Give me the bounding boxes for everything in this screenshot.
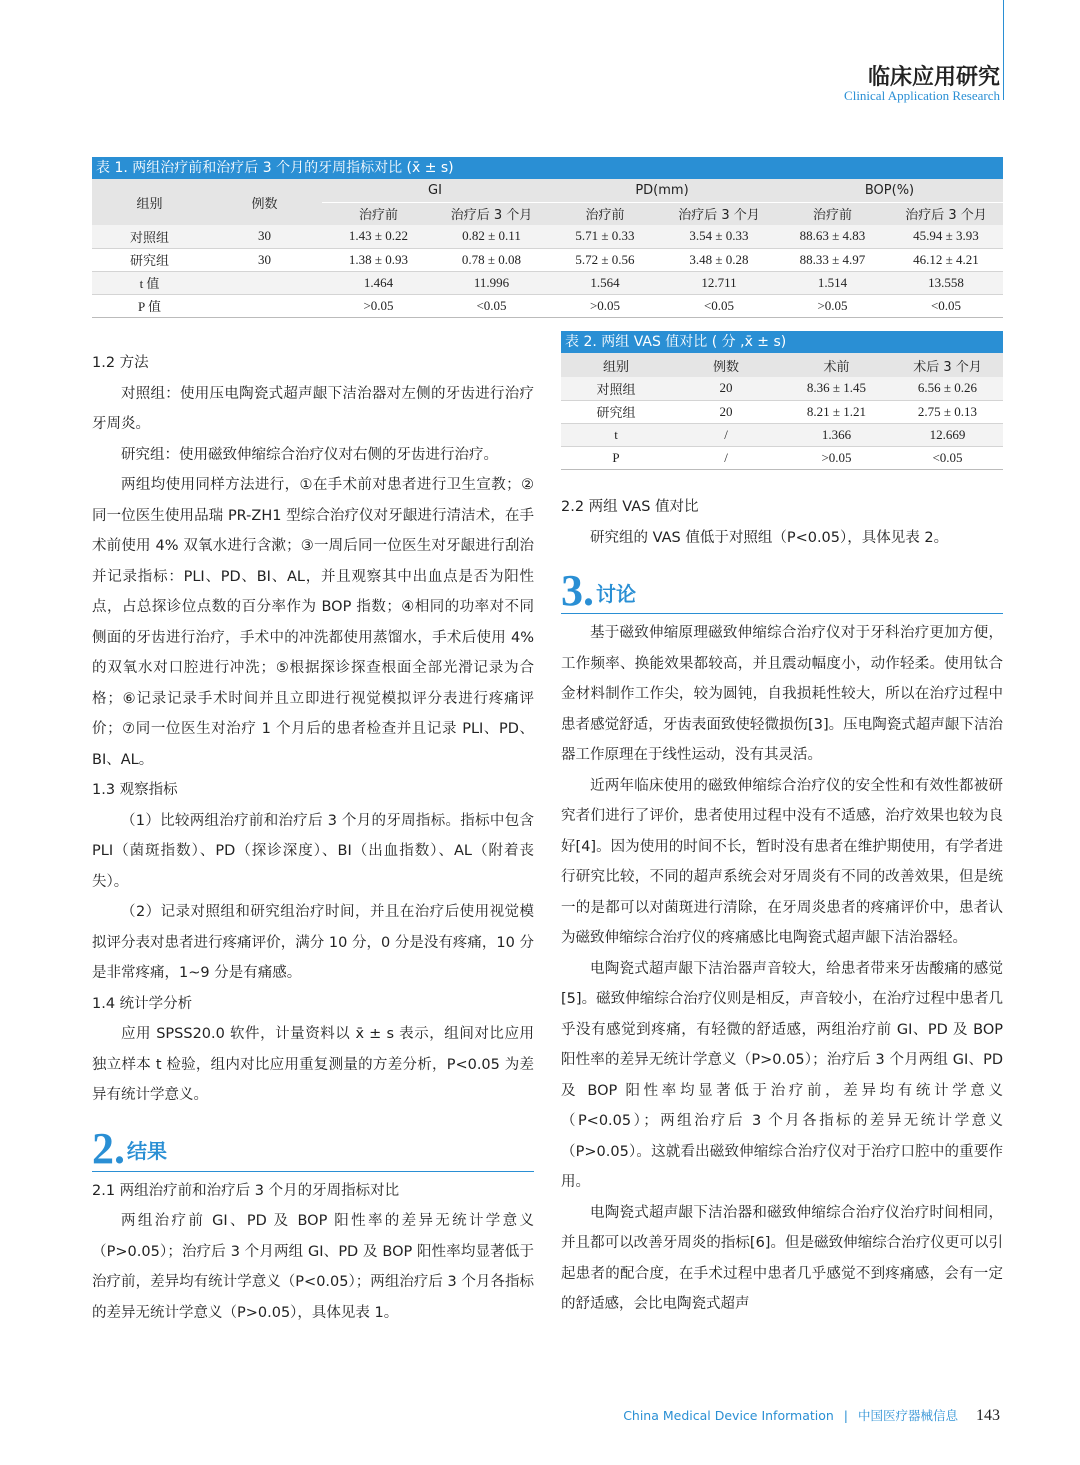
table1-caption: 表 1. 两组治疗前和治疗后 3 个月的牙周指标对比 (x̄ ± s) bbox=[92, 157, 1003, 179]
table-cell: 1.38 ± 0.93 bbox=[322, 248, 435, 271]
left-column bbox=[92, 348, 534, 1328]
table-cell: 13.558 bbox=[889, 271, 1003, 294]
footer-divider: | bbox=[843, 1408, 849, 1423]
table-cell: >0.05 bbox=[322, 294, 435, 317]
table-cell: 11.996 bbox=[435, 271, 548, 294]
table-cell: 46.12 ± 4.21 bbox=[889, 248, 1003, 271]
table-cell bbox=[207, 271, 322, 294]
table-row bbox=[561, 446, 1003, 469]
table-cell: 88.33 ± 4.97 bbox=[776, 248, 889, 271]
t1-header-after: 治疗后 3 个月 bbox=[435, 202, 548, 225]
table-cell: 5.71 ± 0.33 bbox=[548, 225, 662, 248]
table1 bbox=[92, 179, 1003, 318]
table-cell: 20 bbox=[671, 377, 781, 400]
journal-name-en: China Medical Device Information bbox=[623, 1408, 834, 1423]
table-row bbox=[561, 400, 1003, 423]
right-column bbox=[561, 492, 1003, 1320]
t1-header-before: 治疗前 bbox=[548, 202, 662, 225]
table-cell: 1.464 bbox=[322, 271, 435, 294]
paragraph: 研究组：使用磁致伸缩综合治疗仪对右侧的牙齿进行治疗。 bbox=[121, 446, 498, 463]
table-cell: 5.72 ± 0.56 bbox=[548, 248, 662, 271]
table-cell: P bbox=[561, 446, 671, 469]
table-cell: <0.05 bbox=[435, 294, 548, 317]
table-cell: 12.711 bbox=[662, 271, 776, 294]
table-cell: / bbox=[671, 423, 781, 446]
table-cell: 30 bbox=[207, 248, 322, 271]
table-cell: 1.564 bbox=[548, 271, 662, 294]
section-heading-3 bbox=[561, 559, 1003, 614]
table-cell: 45.94 ± 3.93 bbox=[889, 225, 1003, 248]
table-cell: >0.05 bbox=[776, 294, 889, 317]
t1-header-gi: GI bbox=[322, 179, 548, 202]
table-cell: 对照组 bbox=[561, 377, 671, 400]
table-cell: 研究组 bbox=[92, 248, 207, 271]
table-cell: 8.36 ± 1.45 bbox=[781, 377, 892, 400]
section-number: 2. bbox=[92, 1123, 125, 1173]
paragraph: （1）比较两组治疗前和治疗后 3 个月的牙周指标。指标中包含 PLI（菌斑指数）、PD（探诊深度）、BI（出血指数）、AL（附着丧失）。 bbox=[92, 812, 534, 890]
paragraph: 电陶瓷式超声龈下洁治器和磁致伸缩综合治疗仪治疗时间相同，并且都可以改善牙周炎的指标[6]。但是磁致伸缩综合治疗仪更可以引起患者的配合度，在手术过程中患者几乎感觉不到疼痛感，会有一定的舒适感，会比电陶瓷式超声 bbox=[561, 1204, 1003, 1312]
table-cell: 0.82 ± 0.11 bbox=[435, 225, 548, 248]
t1-header-bop: BOP(%) bbox=[776, 179, 1003, 202]
table-cell bbox=[207, 294, 322, 317]
t1-header-group: 组别 bbox=[92, 179, 207, 225]
paragraph: 近两年临床使用的磁致伸缩综合治疗仪的安全性和有效性都被研究者们进行了评价，患者使用过程中没有不适感，治疗效果也较为良好[4]。因为使用的时间不长，暂时没有患者在维护期使用，有学者进行研究比较，不同的超声系统会对牙周炎有不同的改善效果，但是统一的是都可以对菌斑进行清除，在牙周炎患者的疼痛评价中，患者认为磁致伸缩综合治疗仪的疼痛感比电陶瓷式超声龈下洁治器轻。 bbox=[561, 777, 1003, 946]
t2-header-group: 组别 bbox=[561, 353, 671, 377]
t1-header-after: 治疗后 3 个月 bbox=[889, 202, 1003, 225]
heading-2-2: 2.2 两组 VAS 值对比 bbox=[561, 499, 699, 515]
paragraph: 两组治疗前 GI、PD 及 BOP 阳性率的差异无统计学意义（P>0.05）；治疗后 3 个月两组 GI、PD 及 BOP 阳性率均显著低于治疗前，差异均有统计学意义（P<0.05）；两组治疗后 3 个月各指标的差异无统计学意义（P>0.05），具体见表 1。 bbox=[92, 1213, 534, 1321]
table-cell: <0.05 bbox=[889, 294, 1003, 317]
table-cell: 2.75 ± 0.13 bbox=[892, 400, 1003, 423]
t1-header-before: 治疗前 bbox=[322, 202, 435, 225]
table-cell: 对照组 bbox=[92, 225, 207, 248]
section-title: 结果 bbox=[127, 1139, 167, 1163]
table-cell: >0.05 bbox=[781, 446, 892, 469]
table-row bbox=[561, 423, 1003, 446]
table-cell: 1.366 bbox=[781, 423, 892, 446]
header-rule bbox=[1003, 0, 1004, 100]
table-cell: 1.514 bbox=[776, 271, 889, 294]
section-title: 讨论 bbox=[596, 581, 636, 606]
table-cell: 6.56 ± 0.26 bbox=[892, 377, 1003, 400]
table-row bbox=[561, 377, 1003, 400]
heading-2-1: 2.1 两组治疗前和治疗后 3 个月的牙周指标对比 bbox=[92, 1182, 400, 1199]
paragraph: 对照组：使用压电陶瓷式超声龈下洁治器对左侧的牙齿进行治疗牙周炎。 bbox=[92, 385, 534, 432]
page-number: 143 bbox=[976, 1407, 1000, 1424]
table-cell: P 值 bbox=[92, 294, 207, 317]
table-cell: / bbox=[671, 446, 781, 469]
t2-header-before: 术前 bbox=[781, 353, 892, 377]
table-row bbox=[92, 271, 1003, 294]
t1-header-before: 治疗前 bbox=[776, 202, 889, 225]
paragraph: 研究组的 VAS 值低于对照组（P<0.05），具体见表 2。 bbox=[590, 529, 949, 546]
heading-1-3: 1.3 观察指标 bbox=[92, 782, 178, 798]
table2-caption: 表 2. 两组 VAS 值对比 ( 分 ,x̄ ± s) bbox=[561, 331, 1003, 353]
table-cell: 1.43 ± 0.22 bbox=[322, 225, 435, 248]
table-cell: t bbox=[561, 423, 671, 446]
table-cell: 20 bbox=[671, 400, 781, 423]
table-row bbox=[92, 294, 1003, 317]
paragraph: 电陶瓷式超声龈下洁治器声音较大，给患者带来牙齿酸痛的感觉[5]。磁致伸缩综合治疗仪则是相反，声音较小，在治疗过程中患者几乎没有感觉到疼痛，有轻微的舒适感，两组治疗前 GI、PD 及 BOP 阳性率的差异无统计学意义（P>0.05）；治疗后 3 个月两组 GI、PD 及 BOP 阳性率均显著低于治疗前，差异均有统计学意义（P<0.05）；两组治疗后 3 个月各指标的差异无统计学意义（P>0.05）。这就看出磁致伸缩综合治疗仪对于治疗口腔中的重要作用。 bbox=[561, 960, 1003, 1190]
table-cell: 8.21 ± 1.21 bbox=[781, 400, 892, 423]
table-cell: <0.05 bbox=[892, 446, 1003, 469]
section-title-en: Clinical Application Research bbox=[844, 88, 1000, 103]
t2-header-after: 术后 3 个月 bbox=[892, 353, 1003, 377]
table2 bbox=[561, 353, 1003, 470]
t1-header-n: 例数 bbox=[207, 179, 322, 225]
t2-header-n: 例数 bbox=[671, 353, 781, 377]
table-cell: 0.78 ± 0.08 bbox=[435, 248, 548, 271]
section-title-cn: 临床应用研究 bbox=[867, 65, 1000, 90]
paragraph: 两组均使用同样方法进行，①在手术前对患者进行卫生宣教；②同一位医生使用品瑞 PR-ZH1 型综合治疗仪对牙龈进行清洁术，在手术前使用 4% 双氧水进行含漱；③一周后同一位医生对牙龈进行刮治并记录指标：PLI、PD、BI、AL，并且观察其中出血点是否为阳性点，占总探诊位点数的百分率作为 BOP 指数；④相同的功率对不同侧面的牙齿进行治疗，手术中的冲洗都使用蒸馏水，手术后使用 4% 的双氧水对口腔进行冲洗；⑤根据探诊探查根面全部光滑记录为合格；⑥记录记录手术时间并且立即进行视觉模拟评分表进行疼痛评价；⑦同一位医生对治疗 1 个月后的患者检查并且记录 PLI、PD、BI、AL。 bbox=[92, 477, 534, 768]
t1-header-after: 治疗后 3 个月 bbox=[662, 202, 776, 225]
paragraph: 应用 SPSS20.0 软件，计量资料以 x̄ ± s 表示，组间对比应用独立样本 t 检验，组内对比应用重复测量的方差分析，P<0.05 为差异有统计学意义。 bbox=[92, 1026, 534, 1103]
table-cell: <0.05 bbox=[662, 294, 776, 317]
table-cell: 研究组 bbox=[561, 400, 671, 423]
page-footer bbox=[623, 1406, 1000, 1425]
table-cell: 12.669 bbox=[892, 423, 1003, 446]
table-cell: 3.54 ± 0.33 bbox=[662, 225, 776, 248]
table-cell: >0.05 bbox=[548, 294, 662, 317]
table-cell: 88.63 ± 4.83 bbox=[776, 225, 889, 248]
section-number: 3. bbox=[561, 566, 594, 615]
table-row bbox=[92, 248, 1003, 271]
journal-name-cn: 中国医疗器械信息 bbox=[858, 1408, 959, 1423]
heading-1-4: 1.4 统计学分析 bbox=[92, 995, 193, 1012]
t1-header-pd: PD(mm) bbox=[548, 179, 776, 202]
section-heading-2 bbox=[92, 1117, 534, 1172]
heading-1-2: 1.2 方法 bbox=[92, 355, 149, 371]
paragraph: （2）记录对照组和研究组治疗时间，并且在治疗后使用视觉模拟评分表对患者进行疼痛评价，满分 10 分，0 分是没有疼痛，10 分是非常疼痛，1~9 分是有痛感。 bbox=[92, 904, 534, 981]
paragraph: 基于磁致伸缩原理磁致伸缩综合治疗仪对于牙科治疗更加方便，工作频率、换能效果都较高，并且震动幅度小，动作轻柔。使用钛合金材料制作工作尖，较为圆钝，自我损耗性较大，所以在治疗过程中患者感觉舒适，牙齿表面致使轻微损伤[3]。压电陶瓷式超声龈下洁治器工作原理在于线性运动，没有其灵活。 bbox=[561, 625, 1003, 763]
table-row bbox=[92, 225, 1003, 248]
table-cell: t 值 bbox=[92, 271, 207, 294]
table-cell: 3.48 ± 0.28 bbox=[662, 248, 776, 271]
table-cell: 30 bbox=[207, 225, 322, 248]
